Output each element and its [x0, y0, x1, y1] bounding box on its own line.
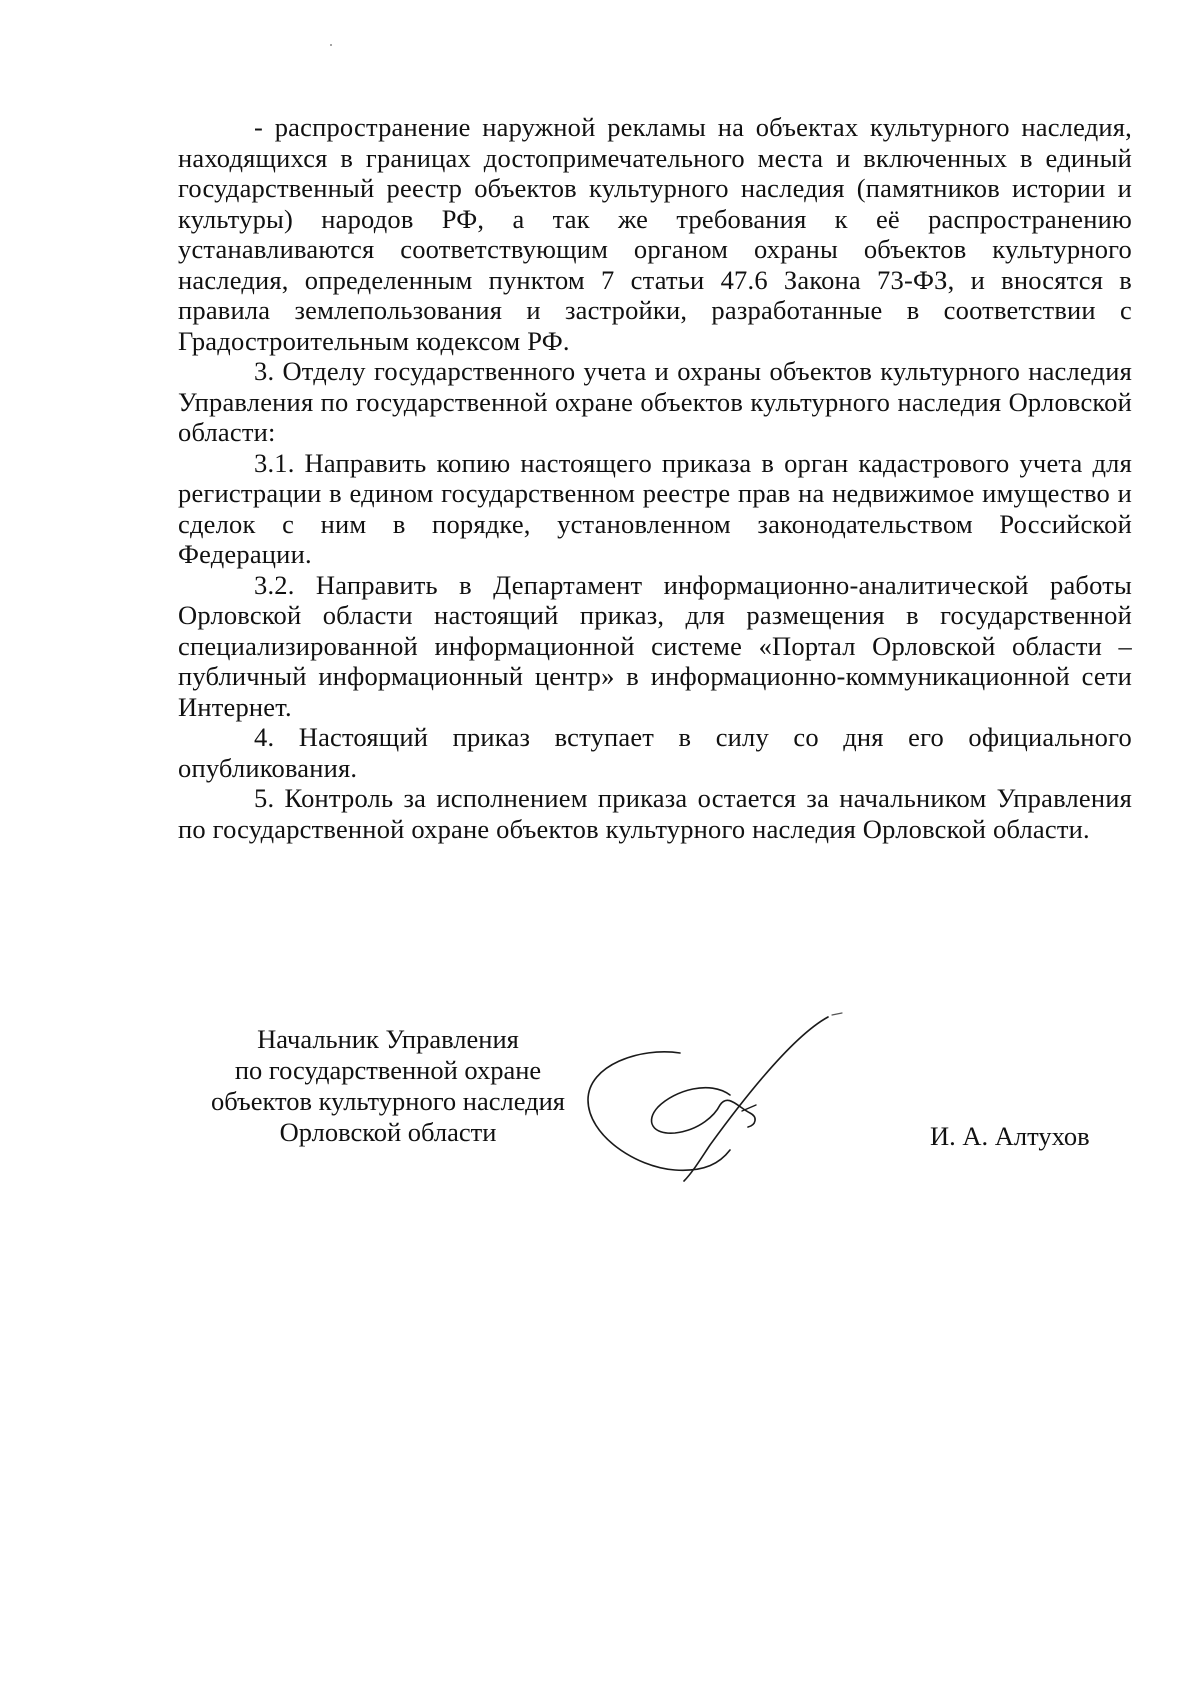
signer-name: И. А. Алтухов: [930, 1121, 1090, 1151]
paragraph-item-3-1: 3.1. Направить копию настоящего приказа в орган кадастрового учета для регистрации в едином государственном реестре прав на недвижимое имущество и сделок с ним в порядке, установленном законодательством Российской Федерации.: [178, 447, 1132, 569]
position-line: объектов культурного наследия: [210, 1086, 565, 1116]
position-line: Орловской области: [279, 1117, 497, 1147]
handwritten-signature: [580, 995, 880, 1185]
paragraph-item-3-2: 3.2. Направить в Департамент информационно-аналитической работы Орловской области настоящий приказ, для размещения в государственной специализированной информационной системе «Портал Орловской области – публичный информационный центр» в информационно-коммуникационной сети Интернет.: [178, 569, 1132, 722]
document-body: [178, 112, 1132, 844]
position-line: Начальник Управления: [257, 1024, 519, 1054]
paragraph-item-5: 5. Контроль за исполнением приказа остается за начальником Управления по государственной охране объектов культурного наследия Орловской области.: [178, 783, 1132, 844]
paragraph-advertising: - распространение наружной рекламы на объектах культурного наследия, находящихся в границах достопримечательного места и включенных в единый государственный реестр объектов культурного наследия (памятников истории и культуры) народов РФ, а так же требования к её распространению устанавливаются соответствующим органом охраны объектов культурного наследия, определенным пунктом 7 статьи 47.6 Закона 73-ФЗ, и вносятся в правила землепользования и застройки, разработанные в соответствии с Градостроительным кодексом РФ.: [178, 112, 1132, 356]
position-line: по государственной охране: [234, 1055, 542, 1085]
paragraph-item-3: 3. Отделу государственного учета и охраны объектов культурного наследия Управления по государственной охране объектов культурного наследия Орловской области:: [178, 356, 1132, 447]
scan-speck: [330, 44, 332, 46]
signer-position: [178, 1024, 598, 1148]
paragraph-item-4: 4. Настоящий приказ вступает в силу со дня его официального опубликования.: [178, 722, 1132, 783]
